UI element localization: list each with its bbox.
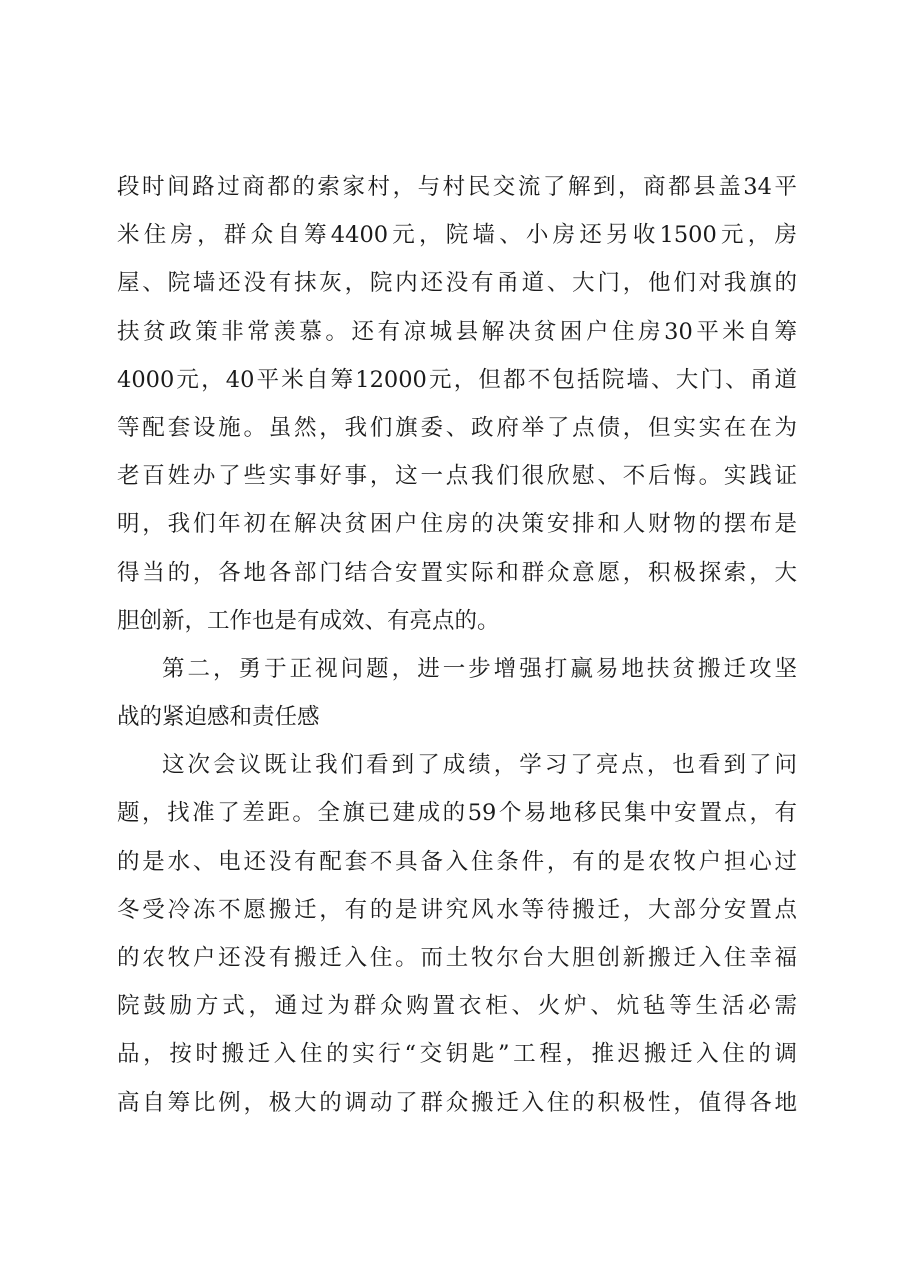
- text-line: 胆创新，工作也是有成效、有亮点的。: [117, 607, 500, 634]
- text-line: 的是水、电还没有配套不具备入住条件，有的是农牧户担心过: [117, 848, 797, 875]
- text-line: 这次会议既让我们看到了成绩，学习了亮点，也看到了问: [162, 752, 797, 779]
- document-body: [117, 163, 797, 1127]
- text-line: 明，我们年初在解决贫困户住房的决策安排和人财物的摆布是: [117, 511, 797, 538]
- text-line: 扶贫政策非常羡慕。还有凉城县解决贫困户住房30平米自筹: [117, 318, 797, 345]
- text-line: 院鼓励方式，通过为群众购置衣柜、火炉、炕毡等生活必需: [117, 993, 797, 1020]
- text-line: 冬受冷冻不愿搬迁，有的是讲究风水等待搬迁，大部分安置点: [117, 896, 797, 923]
- text-line: 得当的，各地各部门结合安置实际和群众意愿，积极探索，大: [117, 559, 797, 586]
- text-line: 老百姓办了些实事好事，这一点我们很欣慰、不后悔。实践证: [117, 463, 797, 490]
- text-line: 等配套设施。虽然，我们旗委、政府举了点债，但实实在在为: [117, 414, 797, 441]
- text-line: 品，按时搬迁入住的实行“交钥匙”工程，推迟搬迁入住的调: [117, 1041, 797, 1068]
- text-line: 的农牧户还没有搬迁入住。而土牧尔台大胆创新搬迁入住幸福: [117, 945, 797, 971]
- text-line: 高自筹比例，极大的调动了群众搬迁入住的积极性，值得各地: [117, 1089, 797, 1116]
- text-line: 战的紧迫感和责任感: [117, 704, 320, 731]
- text-line: 4000元，40平米自筹12000元，但都不包括院墙、大门、甬道: [117, 366, 797, 393]
- text-line: 屋、院墙还没有抹灰，院内还没有甬道、大门，他们对我旗的: [117, 270, 797, 297]
- text-line: 段时间路过商都的索家村，与村民交流了解到，商都县盖34平: [117, 174, 797, 200]
- text-line: 题，找准了差距。全旗已建成的59个易地移民集中安置点，有: [117, 800, 797, 827]
- text-line: 米住房，群众自筹4400元，院墙、小房还另收1500元，房: [117, 222, 797, 249]
- text-line: 第二，勇于正视问题，进一步增强打赢易地扶贫搬迁攻坚: [162, 655, 797, 682]
